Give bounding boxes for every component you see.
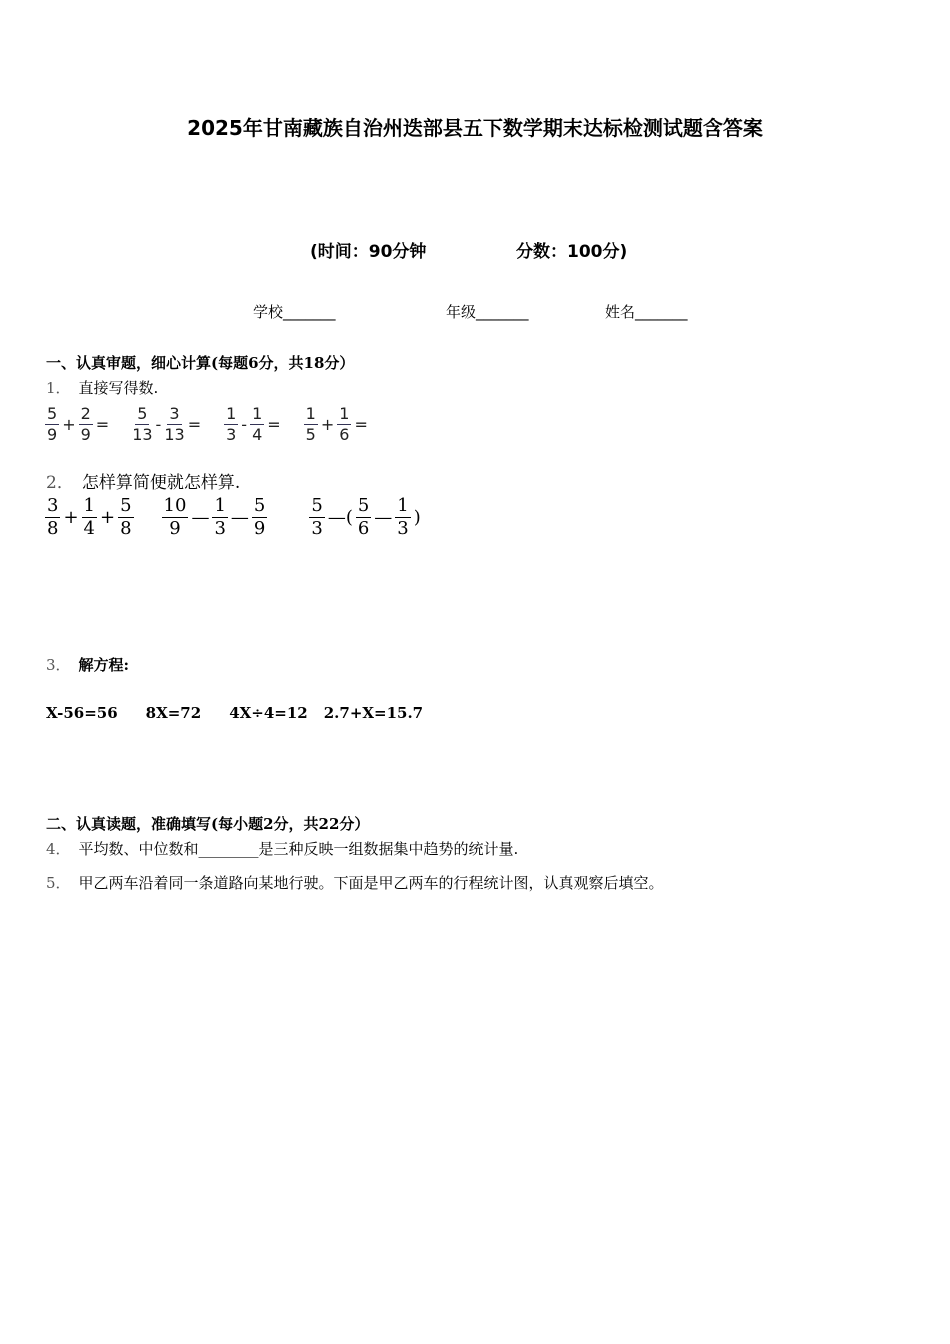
section-2-heading: 二、认真读题，准确填写(每小题2分，共22分） [46, 815, 370, 833]
denominator: 9 [80, 425, 91, 444]
fraction [212, 497, 227, 538]
name-field: 姓名_______ [605, 303, 688, 321]
numerator: 1 [83, 495, 95, 516]
fraction [356, 497, 371, 538]
numerator: 1 [305, 404, 316, 423]
denominator: 4 [83, 518, 95, 539]
numerator: 1 [252, 404, 263, 423]
fraction [164, 406, 184, 443]
fraction [162, 497, 189, 538]
q2-expressions [44, 497, 423, 538]
exam-score: 分数：100分) [516, 242, 628, 262]
numerator: 1 [214, 495, 226, 516]
expression [308, 497, 422, 538]
operator: - [241, 415, 248, 434]
expression [44, 497, 135, 538]
operator: + [100, 507, 116, 528]
denominator: 9 [253, 518, 266, 539]
operator: + [63, 507, 79, 528]
numerator: 5 [47, 404, 58, 423]
numerator: 2 [80, 404, 91, 423]
operator: - [155, 415, 162, 434]
question-5 [46, 872, 664, 893]
equation: 8X=72 [145, 704, 202, 722]
fraction [304, 406, 318, 443]
operator: + [62, 415, 76, 434]
denominator: 6 [339, 425, 350, 444]
numerator: 5 [253, 495, 266, 516]
equation: X-56=56 [46, 704, 118, 722]
operator: = [354, 415, 368, 434]
question-number: 2． [46, 473, 74, 493]
denominator: 8 [47, 518, 59, 539]
numerator: 10 [163, 495, 187, 516]
operator: —( [327, 507, 353, 528]
expression [223, 406, 283, 443]
fraction [45, 497, 60, 538]
question-number: 3． [46, 656, 71, 674]
numerator: 1 [339, 404, 350, 423]
denominator: 4 [252, 425, 263, 444]
operator: + [320, 415, 335, 434]
exam-time: (时间：90分钟 [310, 242, 427, 262]
operator: = [187, 415, 202, 434]
numerator: 5 [120, 495, 132, 516]
equation: 2.7+X=15.7 [323, 704, 424, 722]
question-number: 4． [46, 840, 71, 858]
question-number: 1． [46, 379, 71, 397]
expression [131, 406, 203, 443]
fraction [250, 406, 264, 443]
fraction [224, 406, 238, 443]
denominator: 13 [164, 425, 185, 444]
fraction [79, 406, 93, 443]
denominator: 6 [357, 518, 370, 539]
question-4 [46, 838, 518, 859]
operator: ) [413, 507, 421, 528]
fraction [337, 406, 351, 443]
expression [161, 497, 269, 538]
question-text: 甲乙两车沿着同一条道路向某地行驶。下面是甲乙两车的行程统计图，认真观察后填空。 [78, 874, 664, 892]
numerator: 5 [311, 495, 323, 516]
denominator: 13 [132, 425, 153, 444]
fraction [132, 406, 152, 443]
question-number: 5． [46, 874, 71, 892]
question-1 [46, 377, 158, 398]
numerator: 5 [357, 495, 370, 516]
question-text: 平均数、中位数和________是三种反映一组数据集中趋势的统计量. [78, 840, 519, 858]
numerator: 5 [137, 404, 148, 423]
denominator: 3 [311, 518, 323, 539]
operator: — [230, 507, 249, 528]
fraction [118, 497, 133, 538]
numerator: 1 [226, 404, 237, 423]
denominator: 3 [214, 518, 226, 539]
numerator: 3 [47, 495, 59, 516]
denominator: 3 [397, 518, 409, 539]
grade-field: 年级_______ [446, 303, 529, 321]
operator: — [191, 507, 210, 528]
question-2 [46, 468, 240, 493]
question-text: 怎样算简便就怎样算. [81, 473, 241, 493]
page-title: 2025年甘南藏族自治州迭部县五下数学期末达标检测试题含答案 [187, 116, 763, 140]
expression [44, 406, 111, 443]
operator: = [267, 415, 281, 434]
expression [303, 406, 370, 443]
denominator: 3 [226, 425, 237, 444]
denominator: 5 [305, 425, 316, 444]
denominator: 8 [120, 518, 132, 539]
equation: 4X÷4=12 [229, 704, 308, 722]
denominator: 9 [47, 425, 58, 444]
question-text: 直接写得数. [78, 379, 159, 397]
denominator: 9 [169, 518, 181, 539]
school-field: 学校_______ [253, 303, 336, 321]
fraction [82, 497, 97, 538]
q1-expressions [44, 406, 370, 443]
question-text: 解方程: [78, 656, 130, 674]
numerator: 3 [169, 404, 180, 423]
section-1-heading: 一、认真审题，细心计算(每题6分，共18分） [46, 354, 355, 372]
fraction [395, 497, 410, 538]
equations [46, 704, 451, 722]
fraction [309, 497, 324, 538]
fraction [45, 406, 59, 443]
fraction [252, 497, 267, 538]
operator: = [95, 415, 110, 434]
numerator: 1 [397, 495, 409, 516]
operator: — [374, 507, 393, 528]
question-3 [46, 654, 129, 675]
